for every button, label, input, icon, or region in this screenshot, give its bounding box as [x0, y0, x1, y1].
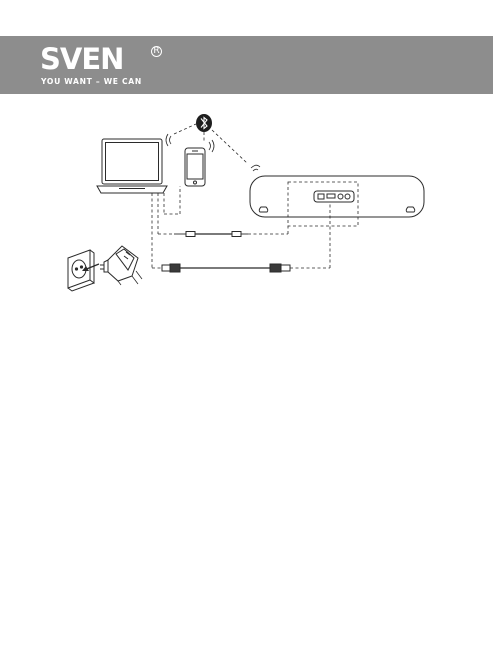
power-adapter-icon: [100, 246, 142, 285]
bluetooth-icon: [196, 114, 212, 132]
audio-jack-icon: [174, 232, 248, 237]
power-outlet-icon: [68, 250, 99, 291]
usb-plug-icon: [162, 264, 290, 272]
soundbar-icon: [250, 176, 424, 217]
sven-logo: SVEN: [40, 42, 124, 76]
brand-tagline: YOU WANT – WE CAN: [41, 77, 142, 86]
registered-mark-icon: R: [151, 46, 162, 57]
wireless-signal-icon: [166, 134, 260, 171]
smartphone-icon: [185, 148, 205, 186]
laptop-icon: [97, 139, 167, 193]
